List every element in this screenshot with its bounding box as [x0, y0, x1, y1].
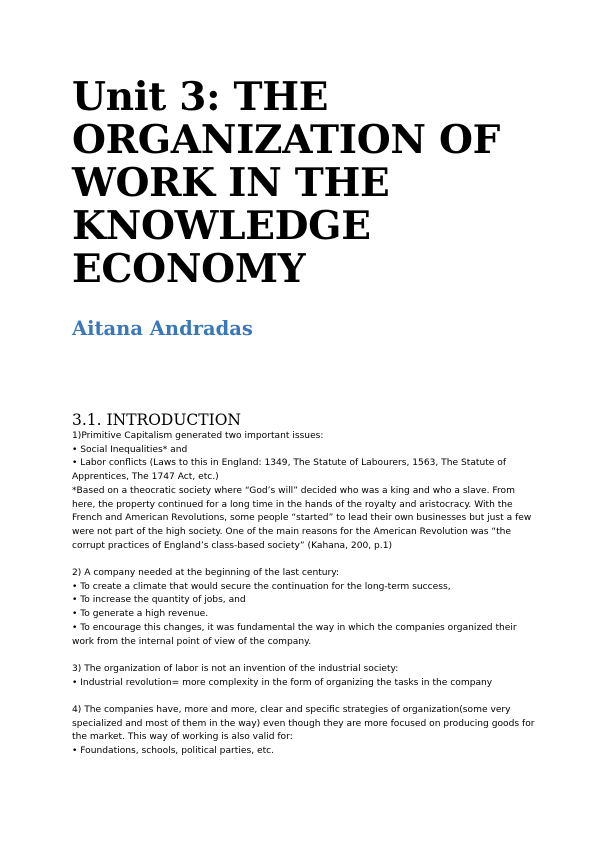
- text-line: • To encourage this changes, it was fundamental the way in which the companies organized their: [72, 622, 517, 633]
- text-line: here, the property continued for a long time in the hands of the royalty and aristocracy. With the: [72, 499, 513, 510]
- text-line: French and American Revolutions, some people “started” to lead their own businesses but just a few: [72, 513, 532, 524]
- text-line: • Foundations, schools, political parties, etc.: [72, 746, 275, 757]
- text-line: 3) The organization of labor is not an invention of the industrial society:: [72, 663, 399, 674]
- text-line: • To generate a high revenue.: [72, 609, 209, 620]
- paragraph-gap: [72, 649, 542, 663]
- paragraph-4: [72, 704, 542, 759]
- text-line: were not part of the high society. One of the main reasons for the American Revolution was “the: [72, 526, 512, 537]
- text-line: specialized and most of them in the way) even though they are more focused on producing goods for: [72, 718, 535, 729]
- title-line: KNOWLEDGE: [72, 203, 371, 249]
- document-title: [72, 76, 542, 291]
- body-text: [72, 430, 542, 759]
- section-heading: 3.1. INTRODUCTION: [72, 411, 241, 429]
- text-line: • To increase the quantity of jobs, and: [72, 595, 246, 606]
- paragraph-2: [72, 567, 542, 649]
- text-line: corrupt practices of England’s class-based society” (Kahana, 200, p.1): [72, 540, 393, 551]
- author-name: Aitana Andradas: [72, 317, 253, 340]
- title-line: Unit 3: THE: [72, 74, 329, 120]
- text-line: 2) A company needed at the beginning of the last century:: [72, 568, 340, 579]
- paragraph-gap: [72, 553, 542, 567]
- text-line: • Labor conflicts (Laws to this in England: 1349, The Statute of Labourers, 1563, The Statute of: [72, 458, 507, 469]
- text-line: Apprentices, The 1747 Act, etc.): [72, 472, 219, 483]
- title-line: ORGANIZATION OF: [72, 117, 501, 163]
- text-line: 4) The companies have, more and more, clear and specific strategies of organization(some very: [72, 705, 511, 716]
- paragraph-gap: [72, 690, 542, 704]
- text-line: 1)Primitive Capitalism generated two important issues:: [72, 431, 324, 441]
- title-line: WORK IN THE: [72, 160, 390, 206]
- title-line: ECONOMY: [72, 246, 306, 292]
- text-line: • To create a climate that would secure the continuation for the long-term success,: [72, 581, 451, 592]
- paragraph-1: [72, 430, 542, 553]
- text-line: • Social Inequalities* and: [72, 444, 188, 455]
- text-line: work from the internal point of view of the company.: [72, 636, 312, 647]
- text-line: *Based on a theocratic society where “God’s will” decided who was a king and who a slave. From: [72, 485, 515, 496]
- paragraph-3: [72, 663, 542, 690]
- text-line: the market. This way of working is also valid for:: [72, 732, 293, 743]
- text-line: • Industrial revolution= more complexity in the form of organizing the tasks in the company: [72, 677, 493, 688]
